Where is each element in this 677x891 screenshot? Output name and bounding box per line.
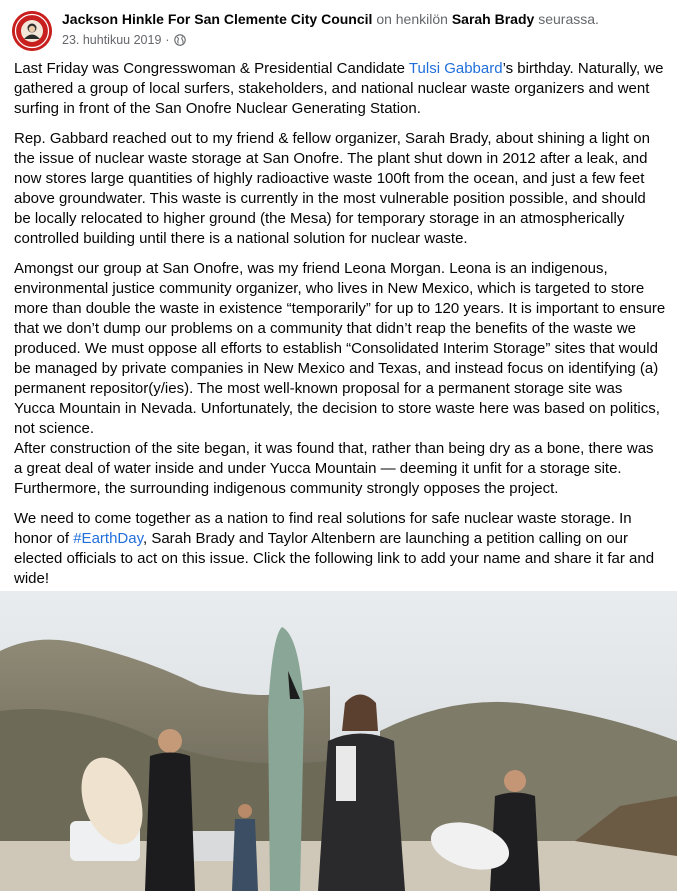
post-header — [0, 0, 677, 58]
meta-separator: · — [165, 33, 170, 47]
paragraph-1-end: ’s birthday. Naturally, we gathered a group of local surfers, stakeholders, and national nuclear waste organizers and went surfing in front of the San Onofre Nuclear Generating Station. — [14, 60, 664, 117]
paragraph-5 — [14, 509, 666, 589]
post-photo[interactable] — [0, 591, 677, 891]
tulsi-gabbard-link[interactable]: Tulsi Gabbard — [408, 60, 503, 77]
post-body — [14, 59, 666, 599]
surfers-photo-image — [0, 591, 677, 891]
author-link[interactable]: Jackson Hinkle For San Clemente City Council — [62, 11, 373, 27]
paragraph-5-end: , Sarah Brady and Taylor Altenbern are launching a petition calling on our elected officials to act on this issue. Click the following link to add your name and share it far and wide! — [14, 530, 655, 587]
with-text: on henkilön — [376, 11, 448, 27]
earthday-hashtag-link[interactable]: #EarthDay — [73, 530, 143, 547]
paragraph-2: Rep. Gabbard reached out to my friend & fellow organizer, Sarah Brady, about shining a light on the issue of nuclear waste storage at San Onofre. The plant shut down in 2012 after a leak, and now stores large quantities of highly radioactive waste 100ft from the ocean, and just a few feet above groundwater. This waste is currently in the most vulnerable position possible, and should be locally relocated to higher ground (the Mesa) for temporary storage in an atmospherically controlled building until there is a national solution for nuclear waste. — [14, 130, 650, 247]
paragraph-4: After construction of the site began, it was found that, rather than being dry as a bone, there was a great deal of water inside and under Yucca Mountain — deeming it unfit for a storage site. Furthermore, the surrounding indigenous community strongly opposes the project. — [14, 440, 654, 497]
paragraph-3: Amongst our group at San Onofre, was my friend Leona Morgan. Leona is an indigenous, environmental justice community organizer, who lives in New Mexico, which is targeted to store more than double the waste in existence “temporarily” for up to 120 years. It is important to ensure that we don’t dump our problems on a community that didn’t reap the benefits of the waste we produced. We must oppose all efforts to establish “Consolidated Interim Storage” sites that would be managed by private companies in New Mexico and Texas, and instead focus on identifying (a) permanent repositor(y/ies). The most well-known proposal for a permanent storage site was Yucca Mountain in Nevada. Unfortunately, the decision to store waste here was based on politics, not science. — [14, 260, 666, 437]
globe-icon[interactable] — [174, 34, 186, 46]
post-meta — [62, 32, 186, 48]
campaign-logo-icon — [12, 11, 52, 51]
paragraph-1-start: Last Friday was Congresswoman & Presidential Candidate — [14, 60, 409, 77]
tagged-person-link[interactable]: Sarah Brady — [451, 11, 535, 27]
post-date-link[interactable]: 23. huhtikuu 2019 — [62, 33, 162, 47]
paragraph-1 — [14, 59, 666, 119]
page-avatar[interactable] — [12, 11, 52, 51]
suffix-text: seurassa. — [538, 11, 599, 27]
paragraph-5-start: We need to come together as a nation to find real solutions for safe nuclear waste storage. In honor of — [14, 510, 632, 547]
post-header-title — [62, 10, 599, 28]
